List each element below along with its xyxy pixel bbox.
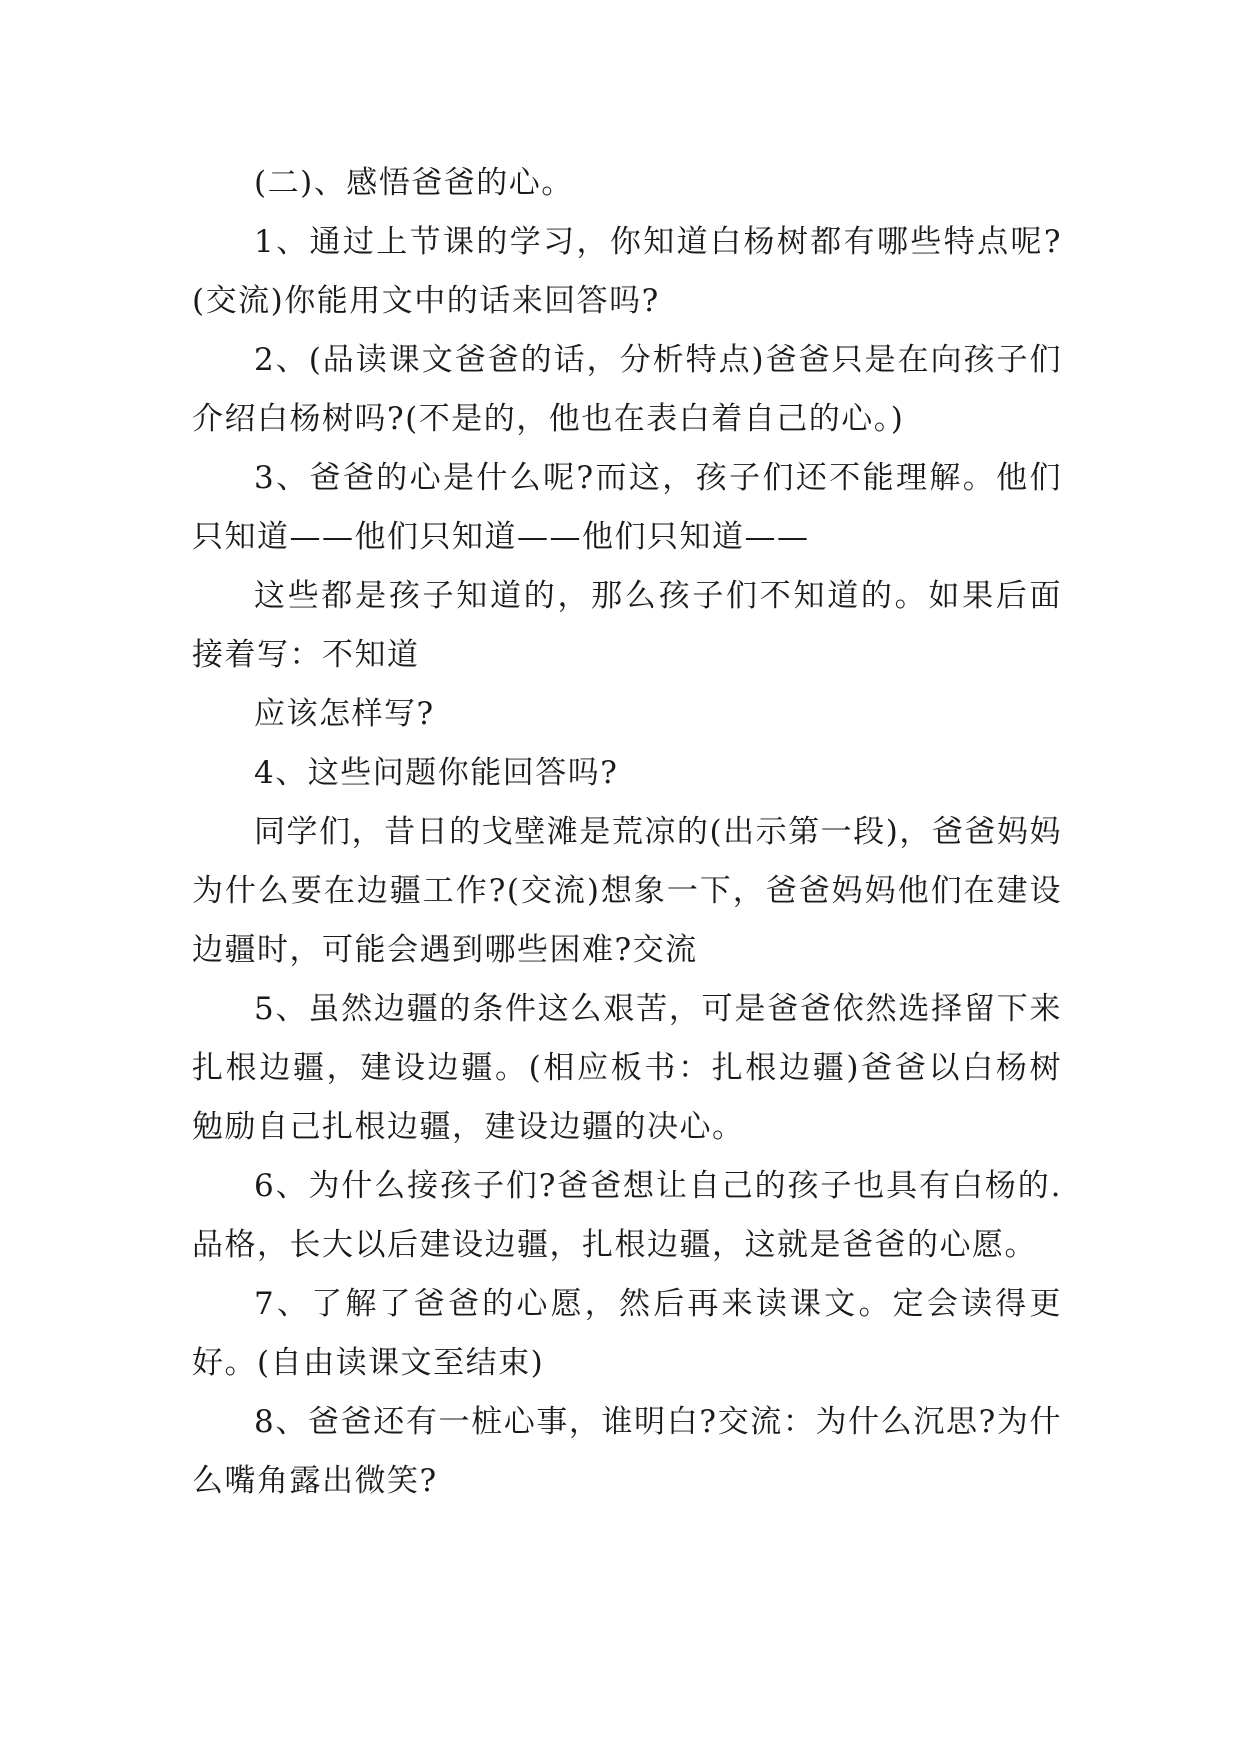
paragraph: 应该怎样写? (254, 696, 435, 732)
paragraph: 这些都是孩子知道的，那么孩子们不知道的。如果后面接着写：不知道 (192, 578, 1062, 673)
paragraph: 3、爸爸的心是什么呢?而这，孩子们还不能理解。他们只知道——他们只知道——他们只知道—— (192, 460, 1062, 555)
paragraph: 5、虽然边疆的条件这么艰苦，可是爸爸依然选择留下来扎根边疆，建设边疆。(相应板书：扎根边疆)爸爸以白杨树勉励自己扎根边疆，建设边疆的决心。 (192, 991, 1062, 1145)
paragraph: 同学们，昔日的戈壁滩是荒凉的(出示第一段)，爸爸妈妈为什么要在边疆工作?(交流)想象一下，爸爸妈妈他们在建设边疆时，可能会遇到哪些困难?交流 (192, 814, 1062, 968)
paragraph: 1、通过上节课的学习，你知道白杨树都有哪些特点呢?(交流)你能用文中的话来回答吗? (192, 224, 1062, 319)
paragraph: 4、这些问题你能回答吗? (254, 755, 619, 791)
paragraph: 6、为什么接孩子们?爸爸想让自己的孩子也具有白杨的.品格，长大以后建设边疆，扎根边疆，这就是爸爸的心愿。 (192, 1168, 1062, 1263)
paragraph: 2、(品读课文爸爸的话，分析特点)爸爸只是在向孩子们介绍白杨树吗?(不是的，他也在表白着自己的心。) (192, 342, 1062, 437)
document-body (192, 154, 1062, 1511)
paragraph: 8、爸爸还有一桩心事，谁明白?交流：为什么沉思?为什么嘴角露出微笑? (192, 1404, 1062, 1499)
section-heading: (二)、感悟爸爸的心。 (254, 165, 574, 201)
paragraph: 7、了解了爸爸的心愿，然后再来读课文。定会读得更好。(自由读课文至结束) (192, 1286, 1062, 1381)
